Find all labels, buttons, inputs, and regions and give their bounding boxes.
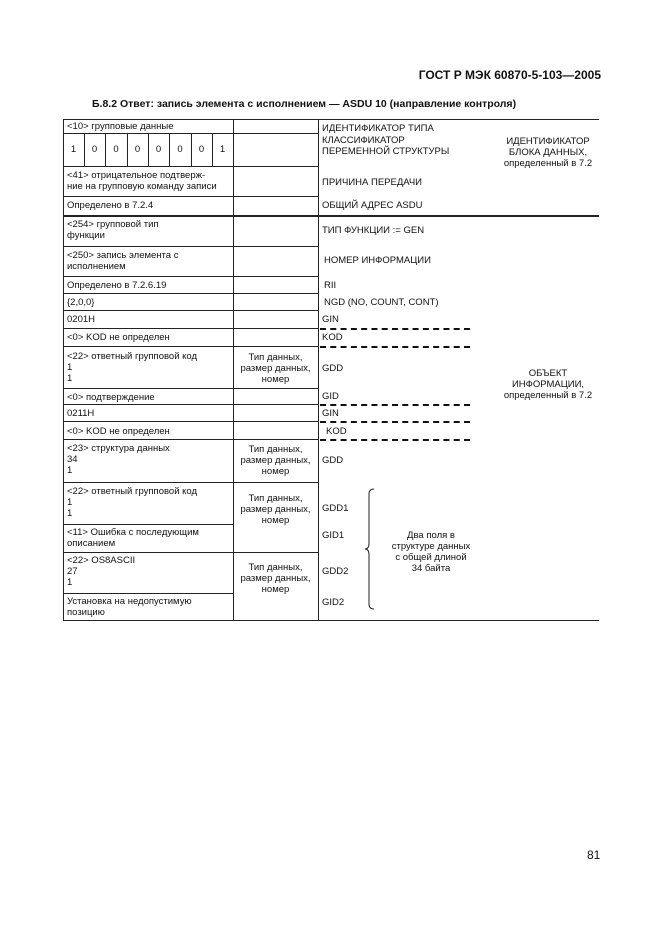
bit-cell: 0: [198, 144, 205, 155]
field-label: GIN: [322, 408, 339, 419]
type-note: Тип данных, размер данных, номер: [240, 444, 311, 477]
row-label: <11> Ошибка с последующим описанием: [67, 527, 199, 549]
field-label: NGD (NO, COUNT, CONT): [324, 297, 439, 308]
field-label: GDD1: [322, 503, 349, 514]
bit-cell: 1: [70, 144, 77, 155]
row-label: <41> отрицательное подтверж- ние на групповую команду записи: [67, 170, 217, 192]
bit-cell: 0: [134, 144, 141, 155]
two-fields-note: Два поля в структуре данных с общей длиной 34 байта: [391, 530, 471, 574]
row-label: <0> KOD не определен: [67, 332, 170, 343]
type-note: Тип данных, размер данных, номер: [240, 352, 311, 385]
bit-cell: 0: [155, 144, 162, 155]
row-label: <22> ответный групповой код 1 1: [67, 351, 198, 384]
row-label: <0> подтверждение: [67, 392, 155, 403]
field-label: КЛАССИФИКАТОР ПЕРЕМЕННОЙ СТРУКТУРЫ: [322, 135, 450, 157]
field-label: ТИП ФУНКЦИИ := GEN: [322, 225, 425, 236]
field-label: ПРИЧИНА ПЕРЕДАЧИ: [322, 177, 423, 188]
bit-cell: 0: [91, 144, 98, 155]
field-label: НОМЕР ИНФОРМАЦИИ: [324, 255, 431, 266]
row-label: Определено в 7.2.4: [67, 200, 154, 211]
bit-cell: 1: [219, 144, 226, 155]
field-label: KOD: [322, 332, 343, 343]
row-label: <22> ответный групповой код 1 1: [67, 486, 198, 519]
row-label: Определено в 7.2.6.19: [67, 280, 167, 291]
field-label: GID1: [322, 530, 345, 541]
section-title: Б.8.2 Ответ: запись элемента с исполнением — ASDU 10 (направление контроля): [92, 98, 517, 110]
bit-cell: 0: [113, 144, 119, 155]
standard-header: ГОСТ Р МЭК 60870-5-103—2005: [418, 68, 601, 82]
row-label: 0211H: [67, 408, 95, 419]
field-label: ОБЩИЙ АДРЕС ASDU: [322, 200, 423, 211]
type-note: Тип данных, размер данных, номер: [240, 562, 311, 595]
page-number: 81: [587, 848, 601, 862]
row-label: 0201H: [67, 314, 95, 325]
bit-cell: 0: [177, 144, 183, 155]
row-label: <22> OS8ASCII 27 1: [67, 555, 136, 588]
row-label: {2,0,0}: [67, 297, 95, 308]
field-label: GDD: [322, 455, 344, 466]
data-unit-id-label: ИДЕНТИФИКАТОР БЛОКА ДАННЫХ, определенный в 7.2: [503, 136, 593, 169]
row-label: <254> групповой тип функции: [67, 219, 159, 241]
field-label: GDD: [322, 363, 344, 374]
row-label: <0> KOD не определен: [67, 426, 170, 437]
field-label: RII: [324, 280, 337, 291]
row-label: <250> запись элемента с исполнением: [67, 250, 179, 272]
row-label: <23> структура данных 34 1: [67, 443, 170, 476]
row-label: Установка на недопустимую позицию: [67, 596, 192, 618]
type-note: Тип данных, размер данных, номер: [240, 493, 311, 526]
field-label: GDD2: [322, 566, 349, 577]
field-label: GIN: [322, 314, 339, 325]
row-label: <10> групповые данные: [67, 121, 174, 132]
info-object-label: ОБЪЕКТ ИНФОРМАЦИИ, определенный в 7.2: [503, 368, 593, 401]
field-label: GID: [322, 391, 339, 402]
field-label: KOD: [326, 426, 347, 437]
field-label: ИДЕНТИФИКАТОР ТИПА: [322, 123, 434, 134]
field-label: GID2: [322, 597, 345, 608]
